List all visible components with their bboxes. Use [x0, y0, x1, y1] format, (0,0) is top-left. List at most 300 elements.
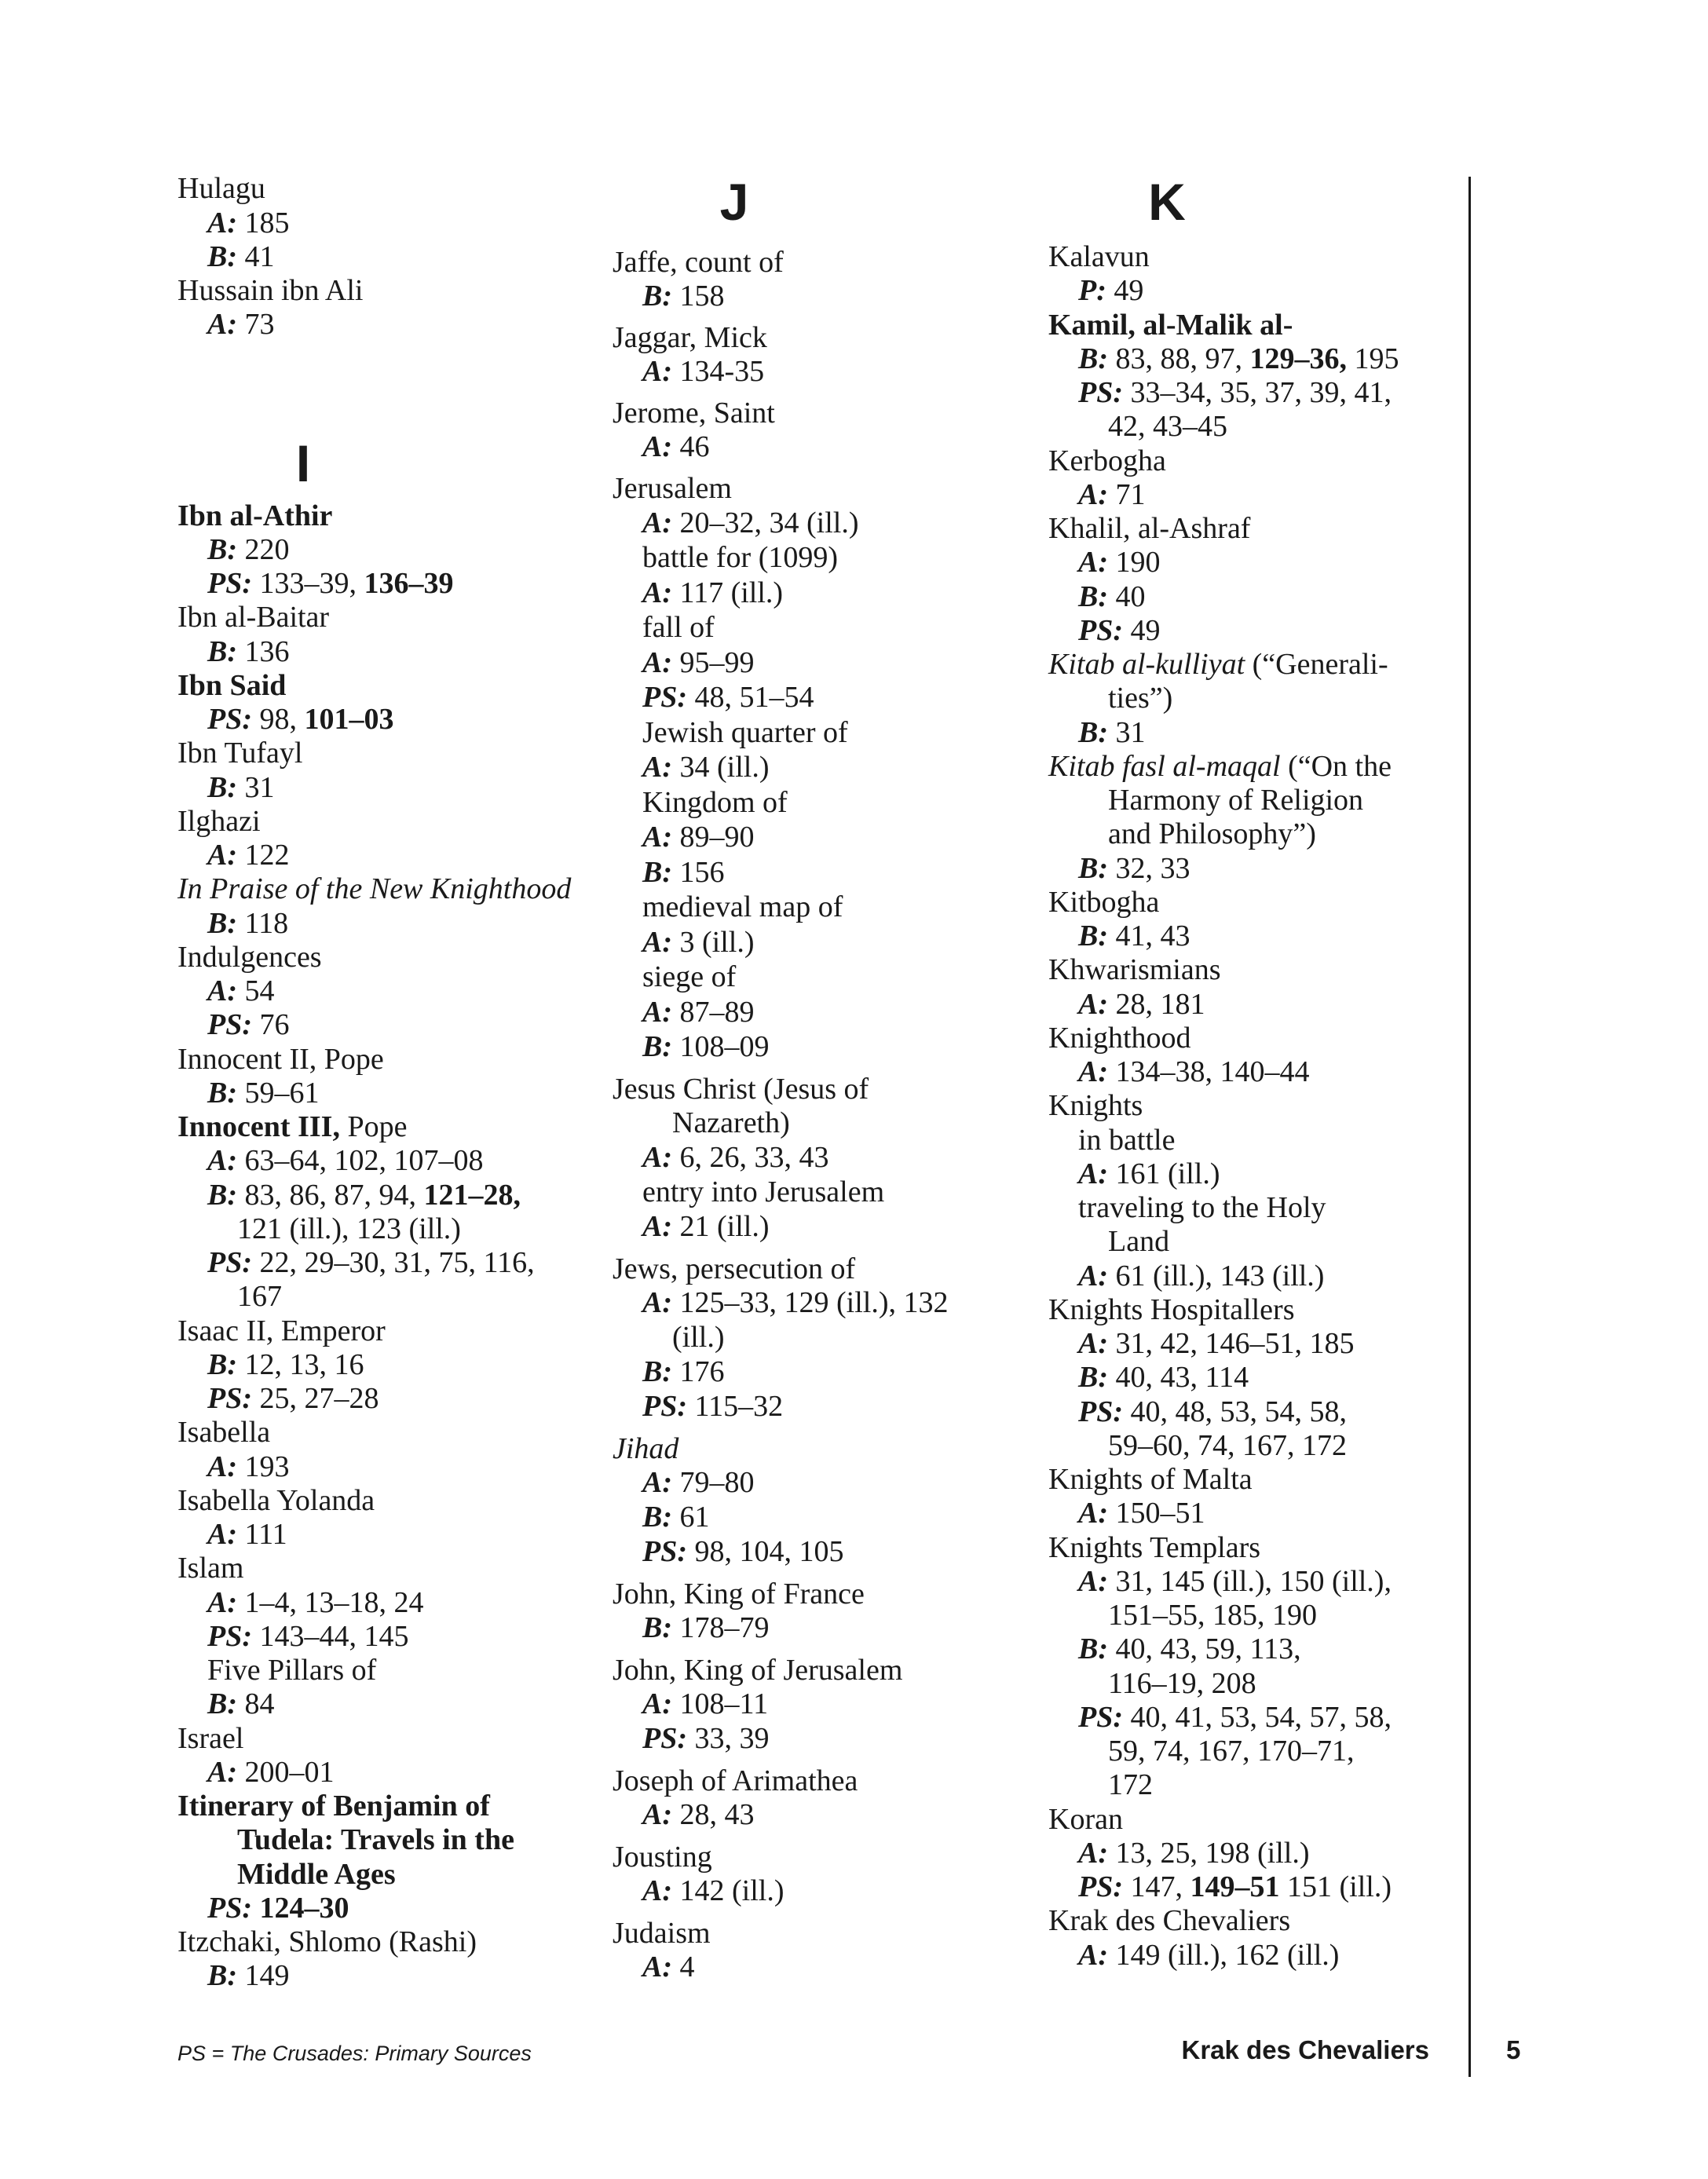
page-number: 5	[1506, 2035, 1521, 2064]
entry-text: 31	[237, 771, 275, 804]
entry-text: 76	[252, 1008, 290, 1041]
section-letter-heading: I	[295, 434, 311, 492]
entry-text: 190	[1108, 546, 1161, 579]
volume-abbreviation: PS:	[1078, 1701, 1123, 1734]
index-entry-subline	[207, 1450, 290, 1484]
entry-text: 161 (ill.)	[1108, 1157, 1220, 1190]
index-entry-subline	[1078, 1938, 1339, 1972]
index-entry-subline	[237, 1857, 396, 1892]
entry-text: 41	[237, 240, 275, 273]
entry-text: 40, 43, 59, 113,	[1108, 1632, 1301, 1665]
entry-text: 49	[1123, 614, 1161, 647]
volume-abbreviation: A:	[642, 1210, 672, 1243]
entry-text: 83, 86, 87, 94,	[237, 1179, 424, 1212]
index-entry-subline	[1078, 919, 1190, 953]
volume-abbreviation: PS:	[207, 1620, 252, 1653]
index-entry-heading	[177, 1110, 407, 1144]
entry-text: 150–51	[1108, 1497, 1205, 1530]
index-entry-heading	[177, 1042, 384, 1077]
index-entry-heading	[1048, 1292, 1294, 1327]
index-entry-subline	[1108, 1734, 1355, 1768]
entry-text: John, King of Jerusalem	[613, 1654, 903, 1687]
index-entry-heading	[177, 1925, 477, 1959]
volume-abbreviation: B:	[207, 1959, 237, 1992]
entry-text: entry into Jerusalem	[642, 1175, 885, 1208]
entry-text: 149	[237, 1959, 290, 1992]
entry-text: 54	[237, 974, 275, 1007]
index-entry-subline	[1078, 1632, 1301, 1666]
index-entry-heading	[177, 1314, 386, 1348]
footer-source-note: PS = The Crusades: Primary Sources	[177, 2042, 532, 2065]
entry-text: 31, 42, 146–51, 185	[1108, 1327, 1355, 1360]
index-entry-subline	[207, 1245, 535, 1280]
index-entry-subline	[237, 1212, 461, 1246]
volume-abbreviation: A:	[207, 1518, 237, 1551]
entry-text: 31	[1108, 716, 1146, 749]
index-entry-subline	[207, 702, 394, 737]
entry-text: 22, 29–30, 31, 75, 116,	[252, 1246, 535, 1279]
entry-text: 59–60, 74, 167, 172	[1108, 1429, 1347, 1462]
entry-text: 172	[1108, 1768, 1153, 1801]
index-entry-subline	[1078, 851, 1190, 886]
volume-abbreviation: A:	[1078, 1157, 1108, 1190]
index-entry-subline	[1108, 1224, 1169, 1259]
entry-text: 71	[1108, 478, 1146, 511]
entry-text: 116–19, 208	[1108, 1667, 1256, 1700]
volume-abbreviation: A:	[207, 1144, 237, 1177]
index-entry-heading	[1048, 308, 1293, 342]
index-entry-subline	[207, 1958, 290, 1993]
volume-abbreviation: B:	[1078, 852, 1108, 885]
volume-abbreviation: B:	[1078, 919, 1108, 952]
index-entry-heading	[177, 1789, 490, 1823]
entry-text: 117 (ill.)	[672, 576, 784, 609]
entry-text: Ibn Said	[177, 669, 287, 702]
entry-text: 118	[237, 907, 289, 940]
entry-text: 220	[237, 533, 290, 566]
index-entry-subline	[1078, 1870, 1392, 1904]
entry-text: Ilghazi	[177, 805, 261, 838]
entry-text: 3 (ill.)	[672, 926, 755, 959]
entry-text: 63–64, 102, 107–08	[237, 1144, 484, 1177]
entry-text: 101–03	[304, 703, 394, 736]
entry-text: Khalil, al-Ashraf	[1048, 512, 1251, 545]
index-entry-heading	[613, 1653, 902, 1687]
volume-abbreviation: B:	[642, 1030, 672, 1063]
entry-text: 28, 43	[672, 1798, 755, 1831]
entry-text: 59–61	[237, 1077, 320, 1110]
entry-text: 28, 181	[1108, 988, 1205, 1021]
index-entry-subline	[642, 279, 725, 313]
volume-abbreviation: A:	[642, 1874, 672, 1907]
index-entry-subline	[642, 1389, 783, 1424]
volume-abbreviation: PS:	[642, 1722, 687, 1755]
index-entry-subline	[642, 1500, 710, 1534]
entry-text: Hulagu	[177, 172, 265, 205]
entry-text: Knights	[1048, 1089, 1143, 1122]
index-entry-heading	[1048, 1530, 1260, 1565]
index-entry-subline	[237, 1823, 514, 1857]
entry-text: 125–33, 129 (ill.), 132	[672, 1286, 949, 1319]
index-entry-heading	[613, 320, 767, 355]
index-entry-subline	[642, 1874, 784, 1908]
index-entry-subline	[642, 785, 788, 820]
entry-text: Jaggar, Mick	[613, 321, 767, 354]
volume-abbreviation: B:	[207, 771, 237, 804]
entry-text: battle for (1099)	[642, 541, 839, 574]
volume-abbreviation: A:	[1078, 1565, 1108, 1598]
index-entry-subline	[1078, 1326, 1355, 1361]
entry-text: 121–28,	[423, 1179, 521, 1212]
entry-text: (ill.)	[672, 1321, 725, 1354]
entry-text: 34 (ill.)	[672, 751, 770, 784]
index-entry-heading	[1048, 647, 1388, 682]
volume-abbreviation: A:	[642, 646, 672, 679]
index-entry-subline	[642, 1721, 770, 1756]
entry-text: Isaac II, Emperor	[177, 1314, 386, 1347]
index-entry-subline	[207, 634, 290, 669]
entry-text: Ibn al-Athir	[177, 499, 333, 532]
index-entry-subline	[1078, 1259, 1324, 1293]
entry-text: Joseph of Arimathea	[613, 1764, 858, 1797]
entry-text: Tudela: Travels in the	[237, 1823, 514, 1856]
entry-text: 133–39,	[252, 567, 364, 600]
index-entry-subline	[207, 1143, 484, 1178]
volume-abbreviation: A:	[642, 506, 672, 539]
index-entry-heading	[613, 1252, 855, 1286]
entry-text: Jerusalem	[613, 472, 732, 505]
index-entry-heading	[1048, 952, 1221, 987]
index-entry-subline	[1078, 1395, 1347, 1429]
volume-abbreviation: B:	[207, 533, 237, 566]
index-entry-subline	[1108, 1768, 1153, 1802]
index-entry-subline	[207, 906, 288, 941]
entry-text: 33, 39	[687, 1722, 770, 1755]
index-entry-heading	[1048, 1903, 1290, 1938]
volume-abbreviation: B:	[207, 1077, 237, 1110]
index-entry-heading	[177, 668, 286, 703]
volume-abbreviation: B:	[207, 1179, 237, 1212]
index-entry-subline	[642, 540, 838, 575]
index-entry-subline	[642, 430, 710, 464]
entry-text: Krak des Chevaliers	[1048, 1904, 1291, 1937]
index-entry-subline	[1078, 545, 1161, 579]
entry-text: 121 (ill.), 123 (ill.)	[237, 1212, 461, 1245]
entry-text: 79–80	[672, 1466, 755, 1499]
section-letter-heading: J	[719, 173, 749, 231]
entry-text: 42, 43–45	[1108, 410, 1227, 443]
index-entry-heading	[177, 273, 363, 308]
index-entry-heading	[1048, 1462, 1253, 1497]
volume-abbreviation: PS:	[207, 1246, 252, 1279]
section-letter-heading: K	[1148, 173, 1186, 231]
entry-text: 73	[237, 308, 275, 341]
entry-text: 149 (ill.), 162 (ill.)	[1108, 1939, 1340, 1972]
entry-text: 115–32	[687, 1390, 784, 1423]
index-entry-heading	[613, 1072, 869, 1106]
entry-text: 41, 43	[1108, 919, 1190, 952]
entry-text: Kitab fasl al-maqal	[1048, 750, 1281, 783]
entry-text: 32, 33	[1108, 852, 1190, 885]
volume-abbreviation: PS:	[207, 567, 252, 600]
index-entry-subline	[1078, 1836, 1309, 1870]
index-entry-heading	[177, 736, 302, 770]
entry-text: 158	[672, 280, 725, 313]
index-entry-heading	[177, 1721, 243, 1756]
entry-text: Kingdom of	[642, 786, 788, 819]
index-entry-subline	[642, 890, 843, 924]
entry-text: Isabella	[177, 1416, 271, 1449]
entry-text: 151 (ill.)	[1279, 1870, 1392, 1903]
entry-text: Knights Templars	[1048, 1531, 1261, 1564]
entry-text: Five Pillars of	[207, 1654, 377, 1687]
index-entry-subline	[642, 820, 755, 854]
index-entry-subline	[642, 1140, 829, 1175]
entry-text: and Philosophy”)	[1108, 817, 1316, 850]
index-entry-subline	[642, 715, 848, 750]
entry-text: 20–32, 34 (ill.)	[672, 506, 859, 539]
index-entry-heading	[1048, 749, 1392, 784]
index-entry-subline	[207, 1517, 287, 1552]
index-entry-subline	[207, 566, 454, 601]
index-entry-heading	[613, 1431, 678, 1466]
volume-abbreviation: A:	[642, 1141, 672, 1174]
volume-abbreviation: A:	[642, 1798, 672, 1831]
volume-abbreviation: B:	[1078, 716, 1108, 749]
index-entry-subline	[1078, 987, 1205, 1022]
entry-text: 124–30	[259, 1892, 349, 1925]
entry-text: Hussain ibn Ali	[177, 274, 364, 307]
volume-abbreviation: B:	[642, 856, 672, 889]
entry-text: Pope	[339, 1110, 408, 1143]
volume-abbreviation: B:	[1078, 342, 1108, 375]
index-entry-subline	[1078, 613, 1161, 648]
index-entry-heading	[177, 872, 571, 906]
index-entry-subline	[642, 610, 715, 645]
entry-text: in battle	[1078, 1124, 1176, 1157]
index-entry-subline	[1078, 1700, 1392, 1735]
volume-abbreviation: A:	[642, 1950, 672, 1983]
index-entry-subline	[1078, 342, 1399, 376]
entry-text: 185	[237, 207, 290, 239]
index-entry-subline	[642, 1534, 844, 1569]
entry-text: 61 (ill.), 143 (ill.)	[1108, 1260, 1325, 1292]
entry-text: 108–09	[672, 1030, 770, 1063]
entry-text: Harmony of Religion	[1108, 784, 1364, 817]
entry-text: 134–38, 140–44	[1108, 1055, 1310, 1088]
entry-text: 98, 104, 105	[687, 1535, 844, 1568]
index-entry-subline	[642, 1797, 755, 1832]
index-entry-subline	[207, 1891, 349, 1925]
column-divider-rule	[1468, 177, 1471, 2077]
entry-text: 61	[672, 1501, 710, 1534]
entry-text: 143–44, 145	[252, 1620, 409, 1653]
entry-text: Israel	[177, 1722, 244, 1755]
index-entry-subline	[1108, 1666, 1256, 1701]
volume-abbreviation: B:	[642, 280, 672, 313]
index-entry-subline	[207, 1755, 335, 1790]
volume-abbreviation: A:	[642, 821, 672, 854]
index-entry-subline	[1078, 477, 1146, 512]
index-entry-subline	[642, 354, 764, 389]
index-entry-heading	[177, 940, 322, 974]
entry-text: Knighthood	[1048, 1022, 1191, 1055]
entry-text: 147,	[1123, 1870, 1190, 1903]
volume-abbreviation: B:	[207, 1687, 237, 1720]
index-entry-subline	[207, 307, 275, 342]
entry-text: 122	[237, 839, 290, 872]
volume-abbreviation: A:	[1078, 1055, 1108, 1088]
index-entry-subline	[207, 1585, 424, 1620]
entry-text: 136	[237, 635, 290, 668]
entry-text: 6, 26, 33, 43	[672, 1141, 829, 1174]
index-entry-subline	[642, 1950, 695, 1984]
index-entry-subline	[1078, 1564, 1392, 1599]
index-entry-subline	[207, 1347, 364, 1382]
volume-abbreviation: A:	[1078, 1260, 1108, 1292]
entry-text: 156	[672, 856, 725, 889]
entry-text: Innocent II, Pope	[177, 1043, 384, 1076]
entry-text: 21 (ill.)	[672, 1210, 770, 1243]
index-entry-subline	[642, 645, 755, 680]
footer-running-head: Krak des Chevaliers	[1181, 2035, 1429, 2064]
volume-abbreviation: B:	[1078, 1632, 1108, 1665]
entry-text: Nazareth)	[672, 1106, 790, 1139]
volume-abbreviation: PS:	[207, 1892, 252, 1925]
entry-text: Kerbogha	[1048, 444, 1166, 477]
entry-text: 49	[1106, 274, 1144, 307]
entry-text: Jerome, Saint	[613, 397, 775, 430]
volume-abbreviation: A:	[642, 751, 672, 784]
entry-text: 25, 27–28	[252, 1382, 379, 1415]
volume-abbreviation: A:	[1078, 478, 1108, 511]
index-entry-subline	[1078, 1055, 1310, 1089]
volume-abbreviation: A:	[642, 1286, 672, 1319]
entry-text: 178–79	[672, 1611, 770, 1644]
index-entry-heading	[1048, 511, 1250, 546]
volume-abbreviation: A:	[1078, 1327, 1108, 1360]
entry-text: Ibn al-Baitar	[177, 601, 330, 634]
volume-abbreviation: PS:	[207, 1008, 252, 1041]
index-entry-subline	[642, 680, 814, 715]
entry-text: Itinerary of Benjamin of	[177, 1790, 490, 1823]
entry-text: Knights of Malta	[1048, 1463, 1253, 1496]
volume-abbreviation: A:	[207, 1586, 237, 1619]
volume-abbreviation: B:	[207, 907, 237, 940]
index-entry-heading	[1048, 1802, 1123, 1837]
index-entry-subline	[642, 1175, 884, 1209]
volume-abbreviation: A:	[642, 576, 672, 609]
volume-abbreviation: A:	[1078, 1837, 1108, 1870]
index-entry-subline	[207, 770, 275, 805]
index-entry-heading	[1048, 239, 1150, 274]
entry-text: 151–55, 185, 190	[1108, 1599, 1317, 1632]
index-entry-subline	[642, 1465, 755, 1500]
volume-abbreviation: A:	[1078, 1939, 1108, 1972]
entry-text: Isabella Yolanda	[177, 1484, 375, 1517]
index-entry-heading	[613, 1577, 865, 1611]
index-entry-heading	[177, 499, 332, 533]
index-entry-heading	[1048, 1088, 1143, 1123]
index-entry-subline	[1078, 579, 1146, 614]
entry-text: Kitab al-kulliyat	[1048, 648, 1245, 681]
index-entry-heading	[1048, 885, 1159, 919]
index-entry-subline	[1078, 375, 1392, 410]
index-entry-subline	[672, 1320, 724, 1355]
entry-text: 176	[672, 1355, 725, 1388]
entry-text: 13, 25, 198 (ill.)	[1108, 1837, 1310, 1870]
entry-text: 40, 43, 114	[1108, 1361, 1249, 1394]
entry-text: Koran	[1048, 1803, 1123, 1836]
index-entry-subline	[1078, 1360, 1249, 1395]
entry-text: Ibn Tufayl	[177, 737, 303, 770]
index-entry-subline	[642, 1610, 770, 1645]
index-entry-subline	[642, 995, 755, 1029]
entry-text: (“On the	[1280, 750, 1392, 783]
index-entry-subline	[207, 1076, 320, 1110]
index-entry-subline	[642, 1355, 725, 1389]
index-entry-subline	[207, 1178, 521, 1212]
volume-abbreviation: B:	[642, 1611, 672, 1644]
entry-text: 40	[1108, 580, 1146, 613]
index-entry-subline	[672, 1106, 790, 1140]
index-entry-subline	[207, 1653, 376, 1687]
entry-text: 46	[672, 430, 710, 463]
entry-text: Itzchaki, Shlomo (Rashi)	[177, 1925, 477, 1958]
entry-text: 1–4, 13–18, 24	[237, 1586, 424, 1619]
index-entry-heading	[177, 1415, 270, 1450]
entry-text: Jihad	[613, 1432, 679, 1465]
entry-text: Knights Hospitallers	[1048, 1293, 1295, 1326]
index-entry-subline	[1078, 715, 1146, 750]
index-entry-heading	[177, 1551, 243, 1585]
volume-abbreviation: PS:	[1078, 1870, 1123, 1903]
volume-abbreviation: A:	[642, 926, 672, 959]
entry-text: 95–99	[672, 646, 755, 679]
volume-abbreviation: B:	[207, 1348, 237, 1381]
entry-text: 48, 51–54	[687, 681, 814, 714]
entry-text: 59, 74, 167, 170–71,	[1108, 1735, 1355, 1768]
index-entry-subline	[642, 1285, 948, 1320]
index-entry-heading	[1048, 1021, 1191, 1055]
entry-text: Jesus Christ (Jesus of	[613, 1073, 869, 1106]
entry-text: 134-35	[672, 355, 765, 388]
volume-abbreviation: A:	[1078, 546, 1108, 579]
index-entry-subline	[207, 239, 275, 274]
index-entry-subline	[207, 532, 290, 567]
volume-abbreviation: A:	[1078, 988, 1108, 1021]
index-entry-subline	[642, 1687, 768, 1721]
index-entry-subline	[642, 960, 736, 994]
entry-text: Kamil, al-Malik al-	[1048, 309, 1293, 342]
entry-text: 98,	[252, 703, 305, 736]
entry-text: fall of	[642, 611, 715, 644]
index-entry-subline	[207, 1381, 379, 1416]
index-entry-heading	[613, 245, 784, 280]
index-entry-subline	[207, 206, 290, 240]
entry-text: 33–34, 35, 37, 39, 41,	[1123, 376, 1392, 409]
entry-text: 195	[1347, 342, 1399, 375]
index-entry-subline	[1108, 1428, 1347, 1463]
volume-abbreviation: PS:	[642, 681, 687, 714]
volume-abbreviation: A:	[1078, 1497, 1108, 1530]
entry-text: 84	[237, 1687, 275, 1720]
entry-text: Middle Ages	[237, 1858, 396, 1891]
volume-abbreviation: A:	[642, 430, 672, 463]
index-entry-subline	[1078, 1157, 1220, 1191]
entry-text: Jews, persecution of	[613, 1252, 856, 1285]
entry-text: Jewish quarter of	[642, 716, 848, 749]
